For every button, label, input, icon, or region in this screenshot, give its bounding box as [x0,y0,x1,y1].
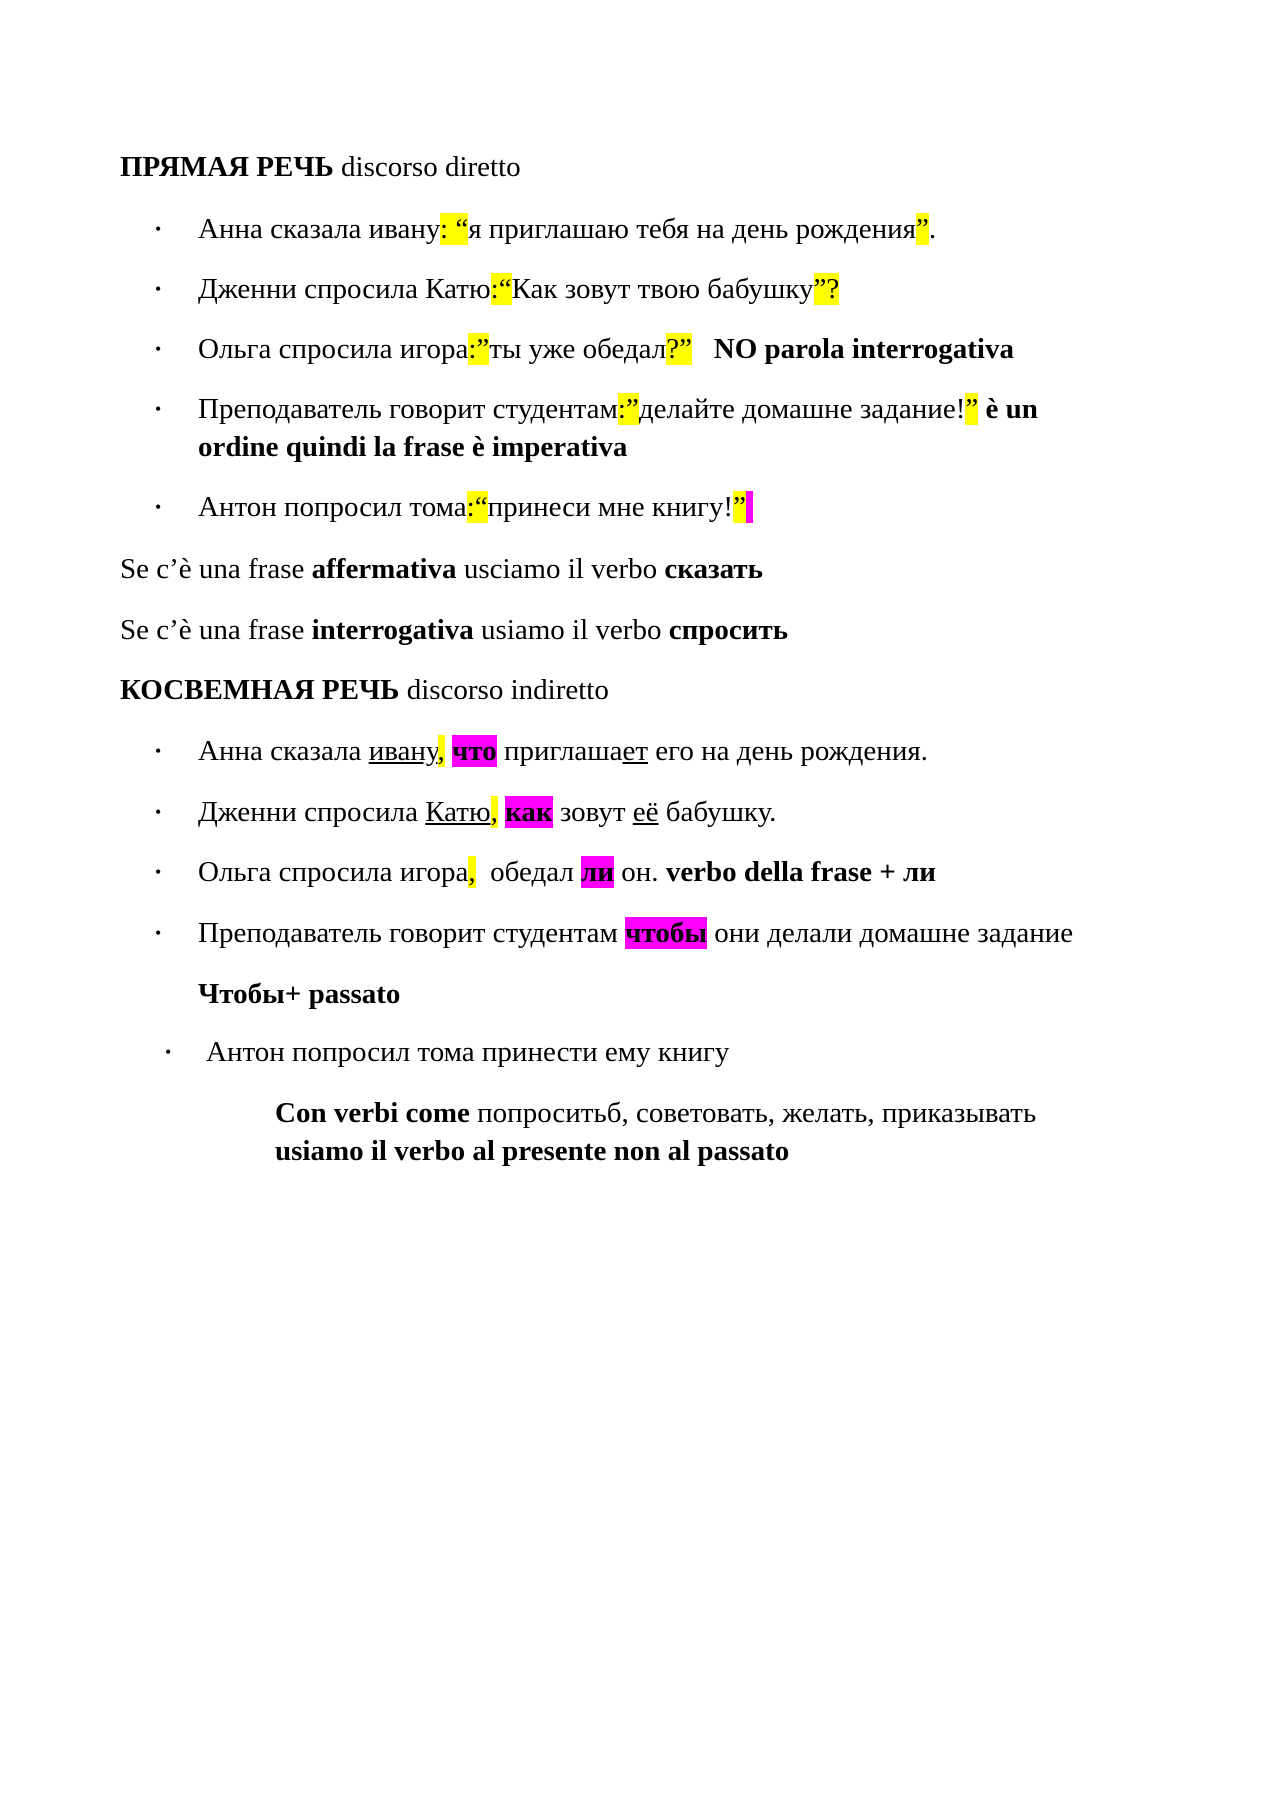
bullet-icon: • [165,1042,172,1062]
bullet-icon: • [155,862,162,882]
list-item-text: Дженни спросила Катю, как зовут её бабушку. [198,796,777,828]
rule-interrogativa: Se c’è una frase interrogativa usiamo il verbo спросить [120,614,789,646]
bullet-icon: • [155,399,162,419]
bullet-icon: • [155,802,162,822]
bullet-icon: • [155,279,162,299]
heading-indirect-speech [120,671,609,709]
list-item-text: Анна сказала ивану: “я приглашаю тебя на день рождения”. [198,213,937,245]
list-item-text: Антон попросил тома принести ему книгу [206,1036,730,1068]
heading-subtitle: discorso indiretto [406,674,609,706]
bullet-icon: • [155,219,162,239]
bullet-icon: • [155,497,162,517]
list-item-text: Преподаватель говорит студентам чтобы они делали домашне задание [198,917,1074,949]
heading-subtitle: discorso diretto [341,151,521,183]
bullet-icon: • [155,741,162,761]
final-note: Con verbi come попроситьб, советовать, желать, приказывать usiamo il verbo al presente non al passato [275,1097,1037,1167]
heading-direct-speech [120,148,521,186]
note-chtoby: Чтобы+ passato [198,978,401,1010]
list-item-text: Антон попросил тома:“принеси мне книгу!” [198,488,753,526]
list-item-text: Анна сказала ивану, что приглашает его на день рождения. [198,735,928,767]
heading-title: ПРЯМАЯ РЕЧЬ [120,151,334,183]
bullet-icon: • [155,923,162,943]
list-item-text: Дженни спросила Катю:“Как зовут твою бабушку”? [198,273,840,305]
rule-affermativa: Se c’è una frase affermativa usciamo il verbo сказать [120,553,763,585]
bullet-icon: • [155,339,162,359]
list-item-text: Ольга спросила игора:”ты уже обедал?” NO parola interrogativa [198,333,1014,365]
list-item-text: Преподаватель говорит студентам:”делайте домашне задание!” è un ordine quindi la frase è imperativa [198,393,1038,463]
heading-title: КОСВЕМНАЯ РЕЧЬ [120,674,400,706]
list-item-text: Ольга спросила игора, обедал ли он. verbo della frase + ли [198,856,936,888]
